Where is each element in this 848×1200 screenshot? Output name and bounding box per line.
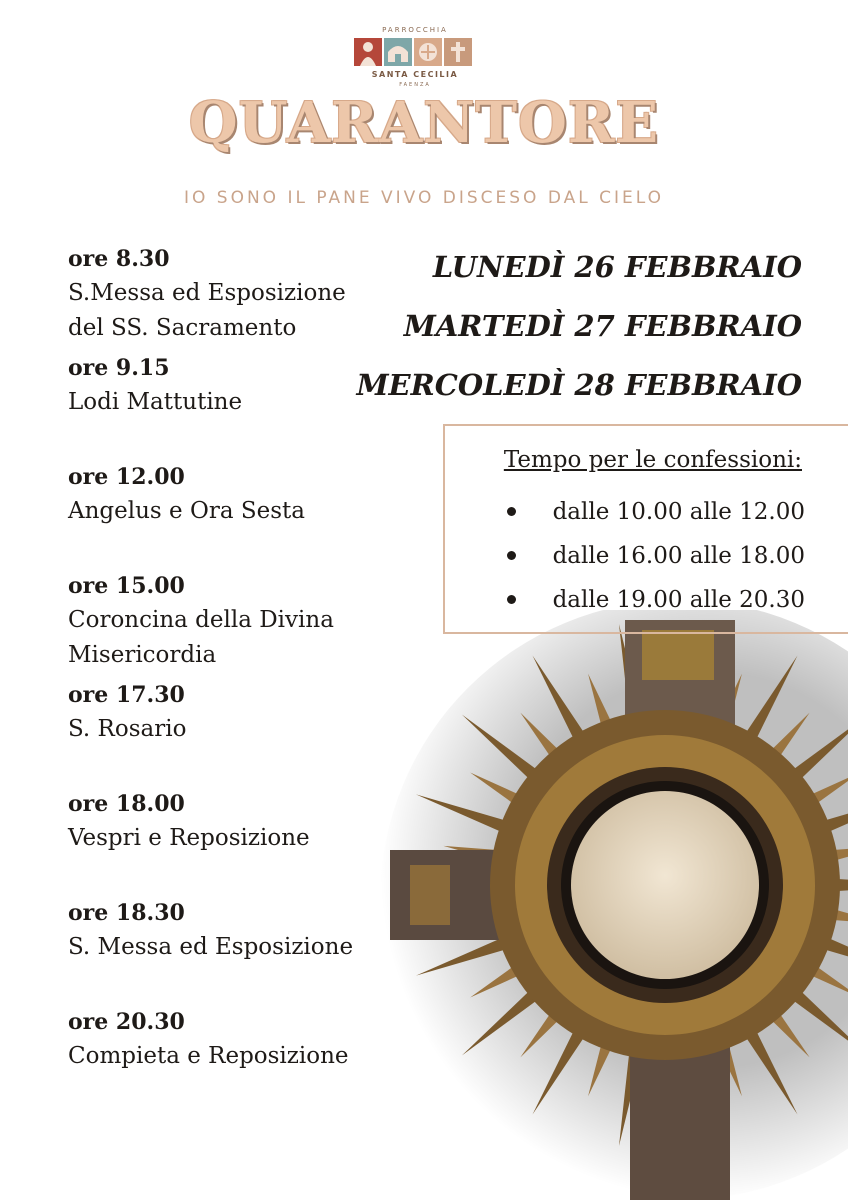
confession-slot-text: dalle 10.00 alle 12.00 <box>552 499 805 525</box>
event-date: MARTEDÌ 27 FEBBRAIO <box>403 309 802 343</box>
bullet-icon <box>507 507 516 516</box>
logo-icons <box>354 38 472 66</box>
schedule-activity: S. Rosario <box>68 716 187 742</box>
cross-top-ornament <box>642 630 714 680</box>
schedule-time: ore 12.00 <box>68 464 185 490</box>
logo-city: FAENZA <box>399 82 431 88</box>
logo-parish-label: PARROCCHIA <box>382 26 448 34</box>
page-title: QUARANTORE <box>188 90 660 156</box>
schedule-item <box>68 896 408 1005</box>
schedule-time: ore 8.30 <box>68 246 170 272</box>
parish-logo <box>350 24 480 96</box>
confession-slot-text: dalle 19.00 alle 20.30 <box>552 587 805 613</box>
schedule-activity: Compieta e Reposizione <box>68 1043 349 1069</box>
confessions-title: Tempo per le confessioni: <box>503 447 802 473</box>
schedule-time: ore 18.30 <box>68 900 185 926</box>
confession-slot-text: dalle 16.00 alle 18.00 <box>552 543 805 569</box>
monstrance-image <box>380 610 848 1200</box>
schedule-activity: Angelus e Ora Sesta <box>68 498 305 524</box>
schedule-activity: Coroncina della Divina <box>68 607 334 633</box>
event-date: MERCOLEDÌ 28 FEBBRAIO <box>356 368 802 402</box>
bullet-icon <box>507 595 516 604</box>
bullet-icon <box>507 551 516 560</box>
schedule-activity: S.Messa ed Esposizione <box>68 280 346 306</box>
eucharist-host <box>571 791 759 979</box>
confession-slot <box>445 578 805 622</box>
cross-icon <box>444 38 472 66</box>
schedule-time: ore 20.30 <box>68 1009 185 1035</box>
confessions-list <box>445 490 805 622</box>
saint-figure-icon <box>354 38 382 66</box>
confession-slot <box>445 490 805 534</box>
schedule-time: ore 9.15 <box>68 355 170 381</box>
schedule-activity: Vespri e Reposizione <box>68 825 310 851</box>
schedule-item <box>68 569 408 678</box>
confessions-box <box>443 424 848 634</box>
schedule-time: ore 18.00 <box>68 791 185 817</box>
schedule-item <box>68 678 408 787</box>
monstrance-stem <box>630 1040 730 1200</box>
host-icon <box>414 38 442 66</box>
confession-slot <box>445 534 805 578</box>
page-subtitle: IO SONO IL PANE VIVO DISCESO DAL CIELO <box>183 188 665 208</box>
church-icon <box>384 38 412 66</box>
event-dates <box>356 238 802 415</box>
schedule-activity: S. Messa ed Esposizione <box>68 934 354 960</box>
schedule-item <box>68 460 408 569</box>
schedule-item <box>68 1005 408 1114</box>
event-date: LUNEDÌ 26 FEBBRAIO <box>432 250 802 284</box>
schedule-activity: Misericordia <box>68 642 217 668</box>
schedule-activity: Lodi Mattutine <box>68 389 243 415</box>
logo-parish-name: SANTA CECILIA <box>371 70 459 79</box>
schedule-item <box>68 787 408 896</box>
schedule-activity: del SS. Sacramento <box>68 315 297 341</box>
cross-arm-ornament <box>410 865 450 925</box>
schedule-time: ore 17.30 <box>68 682 185 708</box>
schedule-time: ore 15.00 <box>68 573 185 599</box>
